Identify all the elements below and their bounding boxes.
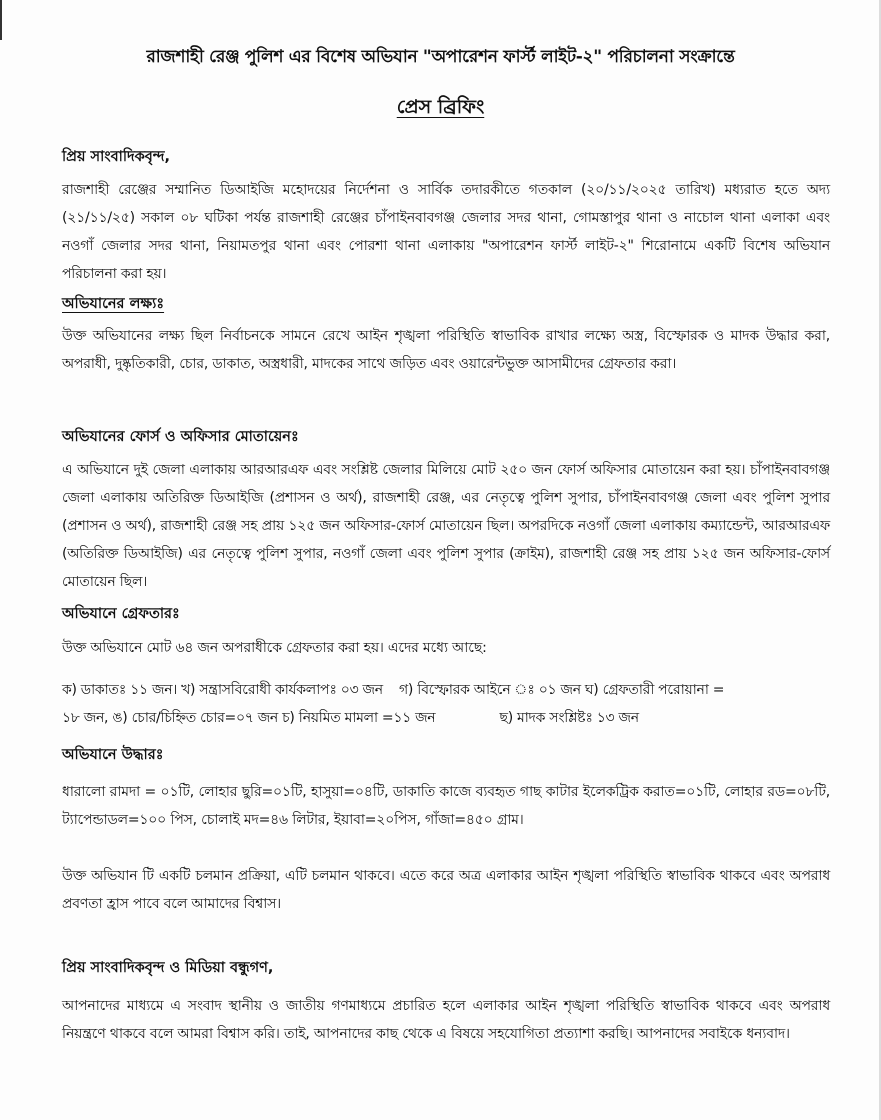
arrests-heading: অভিযানে গ্রেফতারঃ [62, 606, 180, 622]
intro-paragraph: রাজশাহী রেঞ্জের সম্মানিত ডিআইজি মহোদয়ের নির্দেশনা ও সার্বিক তদারকীতে গতকাল (২০/১১/২০২৫ তারিখ) মধ্যরাত হতে অদ্য (২১/১১/২৫) সকাল ০৮ ঘটিকা পর্যন্ত রাজশাহী রেঞ্জের চাঁপাইনবাবগঞ্জ জেলার সদর থানা, গোমস্তাপুর থানা ও নাচোল থানা এলাকা এবং নওগাঁ জেলার সদর থানা, নিয়ামতপুর থানা এবং পোরশা থানা এলাকায় "অপারেশন ফার্স্ট লাইট-২" শিরোনামে একটি বিশেষ অভিযান পরিচালনা করা হয়। [62, 182, 830, 282]
recovery-heading: অভিযানে উদ্ধারঃ [62, 747, 164, 763]
arrests-summary: উক্ত অভিযানে মোট ৬৪ জন অপরাধীকে গ্রেফতার করা হয়। এদের মধ্যে আছে: [62, 640, 487, 656]
deployment-paragraph: এ অভিযানে দুই জেলা এলাকায় আরআরএফ এবং সংশ্লিষ্ট জেলার মিলিয়ে মোট ২৫০ জন ফোর্স অফিসার মোতায়েন করা হয়। চাঁপাইনবাবগঞ্জ জেলা এলাকায় অতিরিক্ত ডিআইজি (প্রশাসন ও অর্থ), রাজশাহী রেঞ্জ, এর নেতৃত্বে পুলিশ সুপার, চাঁপাইনবাবগঞ্জ জেলা এবং পুলিশ সুপার (প্রশাসন ও অর্থ), রাজশাহী রেঞ্জ সহ প্রায় ১২৫ জন অফিসার-ফোর্স মোতায়েন ছিল। অপরদিকে নওগাঁ জেলা এলাকায় কম্যান্ডেন্ট, আরআরএফ (অতিরিক্ত ডিআইজি) এর নেতৃত্বে পুলিশ সুপার, নওগাঁ জেলা এবং পুলিশ সুপার (ক্রাইম), রাজশাহী রেঞ্জ সহ প্রায় ১২৫ জন অফিসার-ফোর্স মোতায়েন ছিল। [62, 462, 831, 590]
arrests-list-line-1 [62, 676, 830, 704]
closing-paragraph: আপনাদের মাধ্যমে এ সংবাদ স্থানীয় ও জাতীয় গণমাধ্যমে প্রচারিত হলে এলাকার আইন শৃঙ্খলা পরিস্থিতি স্বাভাবিক থাকবে এবং অপরাধ নিয়ন্ত্রণে থাকবে বলে আমরা বিশ্বাস করি। তাই, আপনাদের কাছ থেকে এ বিষয়ে সহযোগিতা প্রত্যাশা করছি। আপনাদের সবাইকে ধন্যবাদ। [62, 998, 830, 1042]
arrest-item: গ) বিস্ফোরক আইনে ঃ ০১ জন [399, 682, 581, 698]
arrest-item: ঘ) গ্রেফতারী পরোয়ানা = [584, 682, 725, 698]
objective-paragraph: উক্ত অভিযানের লক্ষ্য ছিল নির্বাচনকে সামনে রেখে আইন শৃঙ্খলা পরিস্থিতি স্বাভাবিক রাখার লক্ষ্যে অস্ত্র, বিস্ফোরক ও মাদক উদ্ধার করা, অপরাধী, দুষ্কৃতিকারী, চোর, ডাকাত, অস্ত্রধারী, মাদকের সাথে জড়িত এবং ওয়ারেন্টভুক্ত আসামীদের গ্রেফতার করা। [62, 328, 830, 372]
recovery-paragraph: ধারালো রামদা = ০১টি, লোহার ছুরি=০১টি, হাসুয়া=০৪টি, ডাকাতি কাজে ব্যবহৃত গাছ কাটার ইলেকট্রিক করাত=০১টি, লোহার রড=০৮টি, ট্যাপেন্ডাডল=১০০ পিস, চোলাই মদ=৪৬ লিটার, ইয়াবা=২০পিস, গাঁজা=৪৫০ গ্রাম। [62, 784, 830, 828]
arrest-item: ১৮ জন, ঙ) চোর/চিহ্নিত চোর=০৭ জন [62, 710, 278, 726]
press-briefing-heading: প্রেস ব্রিফিং [396, 96, 485, 118]
salutation: প্রিয় সাংবাদিকবৃন্দ, [62, 149, 170, 165]
arrest-item: ছ) মাদক সংশ্লিষ্টঃ ১৩ জন [499, 710, 639, 726]
ongoing-paragraph: উক্ত অভিযান টি একটি চলমান প্রক্রিয়া, এটি চলমান থাকবে। এতে করে অত্র এলাকার আইন শৃঙ্খলা পরিস্থিতি স্বাভাবিক থাকবে এবং অপরাধ প্রবণতা হ্রাস পাবে বলে আমাদের বিশ্বাস। [62, 868, 830, 912]
arrest-item: চ) নিয়মিত মামলা =১১ জন [282, 710, 436, 726]
closing-salutation: প্রিয় সাংবাদিকবৃন্দ ও মিডিয়া বন্ধুগণ, [62, 960, 274, 976]
arrest-item: ক) ডাকাতঃ ১১ জন। [62, 682, 177, 698]
objective-heading: অভিযানের লক্ষ্যঃ [62, 296, 165, 312]
arrests-list-line-2 [62, 704, 830, 732]
deployment-heading: অভিযানের ফোর্স ও অফিসার মোতায়েনঃ [62, 429, 299, 445]
arrest-item: খ) সন্ত্রাসবিরোধী কার্যকলাপঃ ০৩ জন [181, 682, 383, 698]
scan-edge-left [0, 0, 2, 40]
document-title: রাজশাহী রেঞ্জ পুলিশ এর বিশেষ অভিযান "অপারেশন ফার্স্ট লাইট-২" পরিচালনা সংক্রান্তে [146, 47, 735, 67]
document-subtitle [0, 93, 881, 125]
